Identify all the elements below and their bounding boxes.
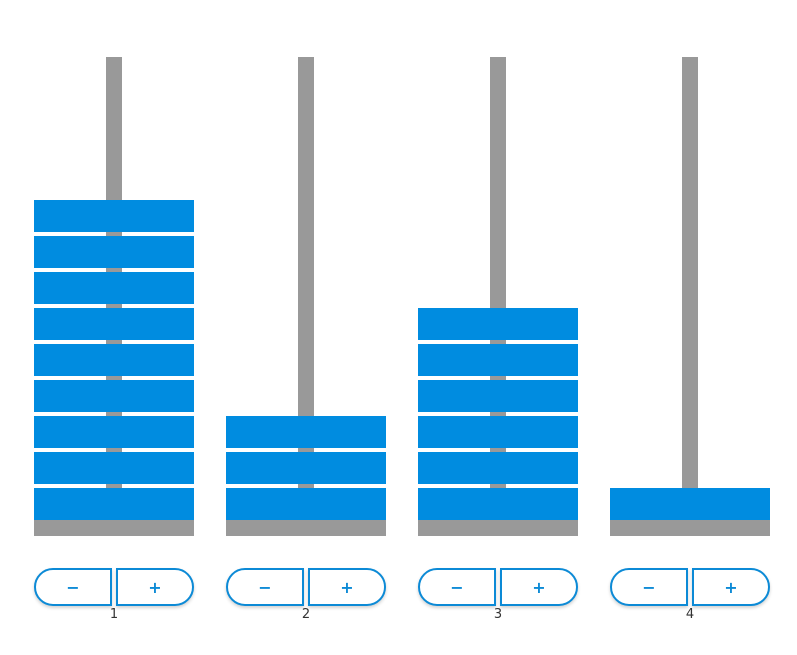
add-bead-button[interactable]: + (308, 568, 386, 606)
remove-bead-button[interactable]: − (610, 568, 688, 606)
rod-controls (418, 568, 578, 606)
rod-base (418, 520, 578, 536)
rod-4 (610, 0, 770, 655)
remove-bead-button[interactable]: − (34, 568, 112, 606)
rod-2 (226, 0, 386, 655)
bead (418, 416, 578, 448)
bead (418, 452, 578, 484)
rod-label: 4 (685, 607, 695, 622)
rod-pole (682, 57, 698, 520)
bead (34, 200, 194, 232)
add-bead-button[interactable]: + (116, 568, 194, 606)
bead (226, 452, 386, 484)
bead (226, 488, 386, 520)
rod-base (610, 520, 770, 536)
bead (34, 416, 194, 448)
add-bead-button[interactable]: + (500, 568, 578, 606)
remove-bead-button[interactable]: − (418, 568, 496, 606)
bead (34, 236, 194, 268)
rod-1 (34, 0, 194, 655)
bead (34, 344, 194, 376)
bead (418, 488, 578, 520)
rod-label: 2 (301, 607, 311, 622)
bead (226, 416, 386, 448)
bead (34, 308, 194, 340)
rod-label: 3 (493, 607, 503, 622)
bead (34, 272, 194, 304)
rod-3 (418, 0, 578, 655)
bead (418, 344, 578, 376)
bead (418, 380, 578, 412)
rod-base (226, 520, 386, 536)
bead (34, 380, 194, 412)
rod-controls (34, 568, 194, 606)
add-bead-button[interactable]: + (692, 568, 770, 606)
rod-label: 1 (109, 607, 119, 622)
bead-stack (226, 412, 386, 520)
rod-controls (226, 568, 386, 606)
remove-bead-button[interactable]: − (226, 568, 304, 606)
bead-stack (34, 196, 194, 520)
bead (418, 308, 578, 340)
bead-stack (418, 304, 578, 520)
bead (34, 488, 194, 520)
bead (34, 452, 194, 484)
rod-controls (610, 568, 770, 606)
bead-stack (610, 484, 770, 520)
bead (610, 488, 770, 520)
rod-base (34, 520, 194, 536)
